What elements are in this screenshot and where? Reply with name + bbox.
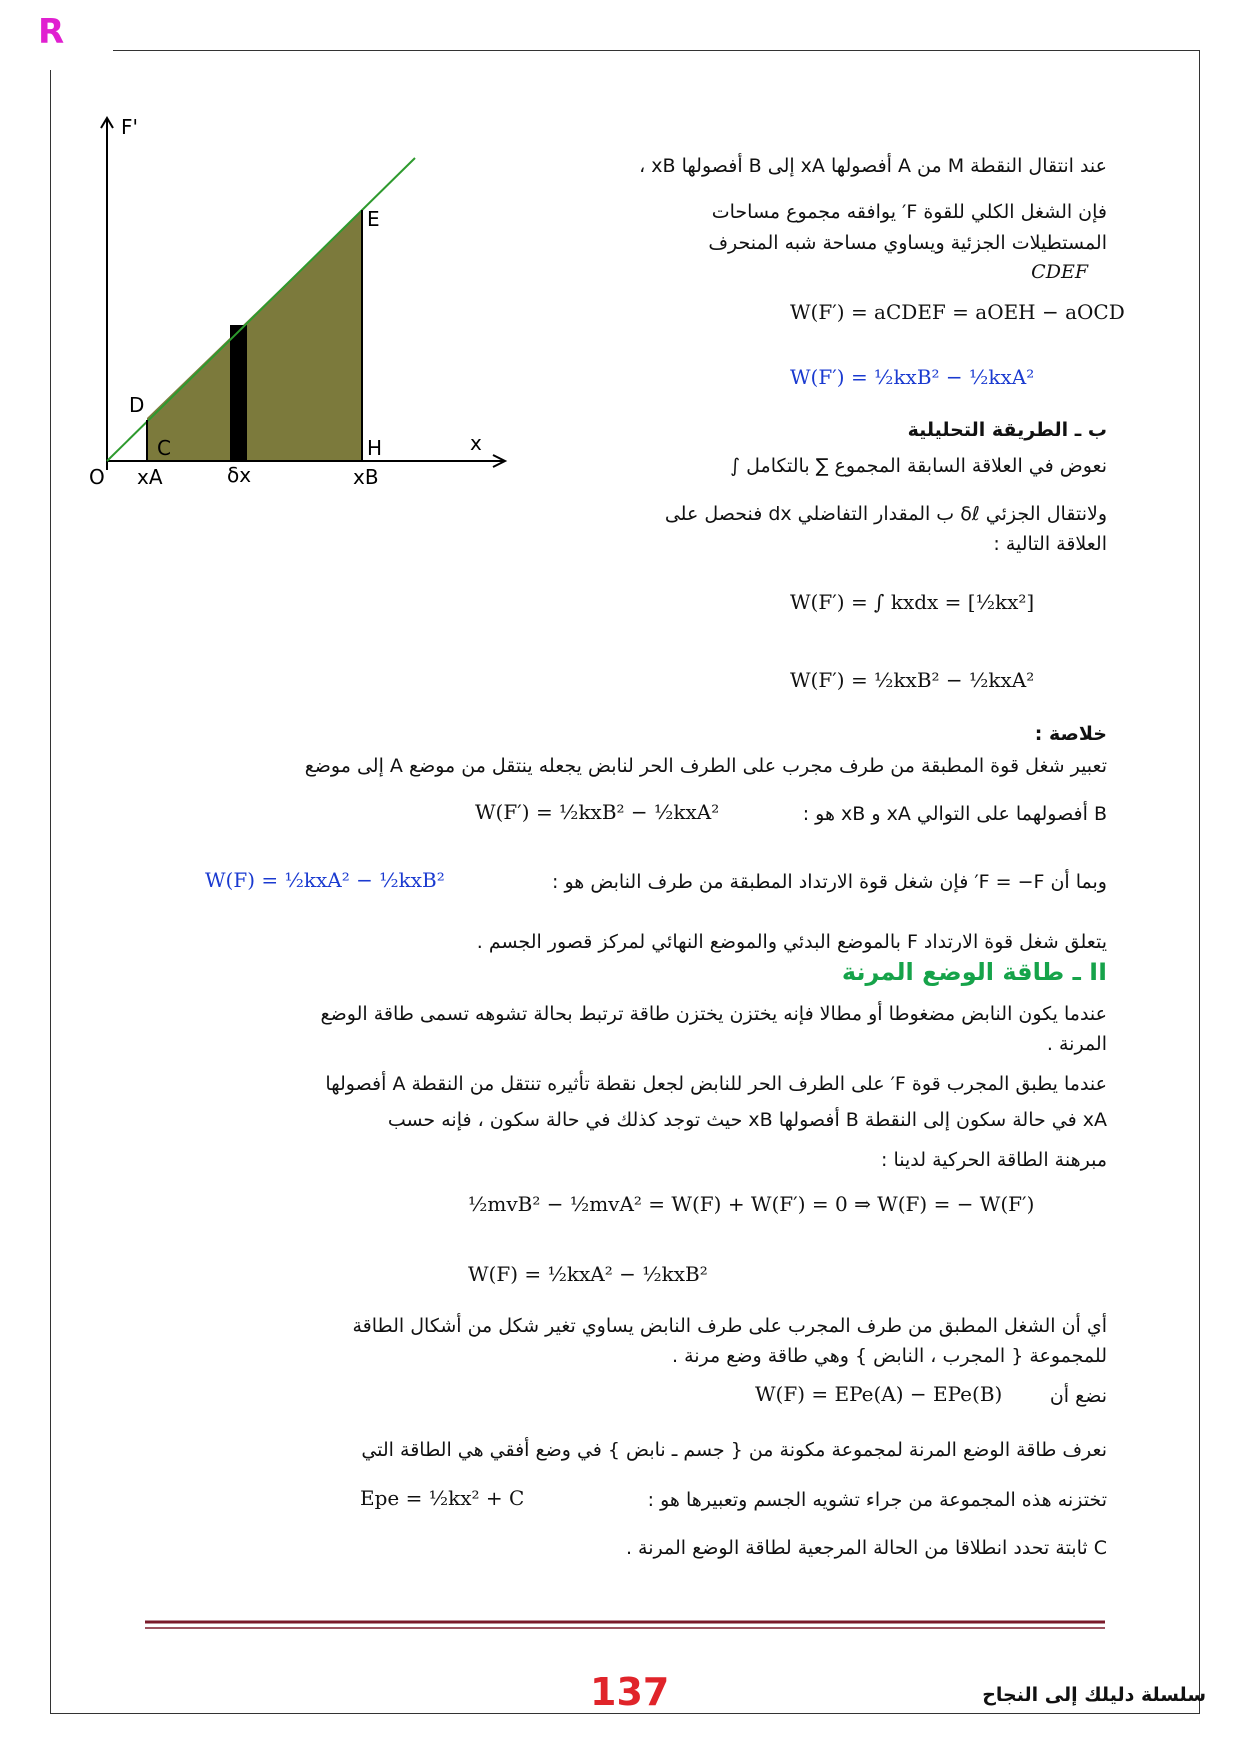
trapezoid-area	[147, 210, 362, 460]
section2-line9: نعرف طاقة الوضع المرنة لمجموعة مكونة من { جسم ـ نابض } في وضع أفقي هي الطاقة التي	[361, 1439, 1107, 1461]
analytic-line1: نعوض في العلاقة السابقة المجموع ∑ بالتكامل ∫	[730, 455, 1107, 477]
equation-7: W(F) = EPe(A) − EPe(B)	[755, 1382, 1003, 1406]
section2-line8: نضع أن	[1049, 1385, 1107, 1407]
point-d-label: D	[129, 393, 145, 417]
equation-4: W(F′) = ½kxB² − ½kxA²	[790, 668, 1035, 692]
point-e-label: E	[367, 207, 380, 231]
p1-line3: المستطيلات الجزئية ويساوي مساحة شبه المنحرف	[708, 232, 1107, 254]
page-number: 137	[590, 1670, 670, 1714]
section2-line7: للمجموعة { المجرب ، النابض } وهي طاقة وضع مرنة .	[671, 1345, 1107, 1367]
point-c-label: C	[157, 436, 171, 460]
p1-line2: فإن الشغل الكلي للقوة F′ يوافقه مجموع مساحات	[711, 201, 1107, 223]
summary-title: خلاصة :	[1034, 723, 1107, 745]
tick-dx-label: δx	[227, 463, 252, 487]
section2-line4: xA في حالة سكون إلى النقطة B أفصولها xB حيث توجد كذلك في حالة سكون ، فإنه حسب	[387, 1109, 1107, 1131]
section2-line5: مبرهنة الطاقة الحركية لدينا :	[881, 1149, 1107, 1171]
analytic-line2: ولانتقال الجزئي δℓ ب المقدار التفاضلي dx فنحصل على	[664, 503, 1107, 525]
section2-line3: عندما يطبق المجرب قوة F′ على الطرف الحر للنابض لجعل نقطة تأثيره تنتقل من النقطة A أفصولها	[325, 1073, 1107, 1095]
frame-top	[113, 50, 1200, 51]
section2-line1: عندما يكون النابض مضغوطا أو مطالا فإنه يختزن يختزن طاقة ترتبط بحالة تشوهه تسمى طاقة الوضع	[320, 1003, 1107, 1025]
section2-line2: المرنة .	[1046, 1033, 1107, 1055]
summary-line2: B أفصولهما على التوالي xA و xB هو :	[802, 803, 1107, 825]
x-axis-label: x	[470, 431, 482, 455]
analytic-title: ب ـ الطريقة التحليلية	[907, 419, 1107, 441]
y-axis-label: F'	[121, 115, 139, 139]
section2-line10: تختزنه هذه المجموعة من جراء تشويه الجسم وتعبيرها هو :	[647, 1489, 1107, 1511]
tick-xa-label: xA	[137, 465, 163, 489]
equation-6: W(F) = ½kxA² − ½kxB²	[468, 1262, 708, 1286]
equation-2: W(F′) = ½kxB² − ½kxA²	[790, 365, 1035, 389]
logo: R	[38, 12, 64, 52]
summary-line4: يتعلق شغل قوة الارتداد F بالموضع البدئي والموضع النهائي لمركز قصور الجسم .	[476, 931, 1107, 953]
equation-3: W(F′) = ∫ kxdx = [½kx²]	[790, 590, 1035, 614]
section2-line6: أي أن الشغل المطبق من طرف المجرب على طرف النابض يساوي تغير شكل من أشكال الطاقة	[352, 1315, 1107, 1337]
equation-summary: W(F′) = ½kxB² − ½kxA²	[475, 800, 720, 824]
summary-line1: تعبير شغل قوة المطبقة من طرف مجرب على الطرف الحر لنابض يجعله ينتقل من موضع A إلى موضع	[304, 755, 1107, 777]
equation-restoring: W(F) = ½kxA² − ½kxB²	[205, 868, 445, 892]
force-displacement-graph	[85, 110, 525, 500]
equation-8: Epe = ½kx² + C	[360, 1486, 525, 1510]
origin-label: O	[89, 465, 105, 489]
footer-rule	[145, 1620, 1105, 1632]
section2-title: II ـ طاقة الوضع المرنة	[841, 958, 1107, 986]
frame-right	[1199, 50, 1200, 1713]
point-h-label: H	[367, 436, 383, 460]
equation-5: ½mvB² − ½mvA² = W(F) + W(F′) = 0 ⇒ W(F) = − W(F′)	[468, 1192, 1035, 1216]
section2-line11: C ثابتة تحدد انطلاقا من الحالة المرجعية لطاقة الوضع المرنة .	[625, 1537, 1107, 1559]
frame-left	[50, 70, 51, 1713]
equation-1: W(F′) = aCDEF = aOEH − aOCD	[790, 300, 1125, 324]
elementary-strip	[230, 325, 247, 460]
analytic-line3: العلاقة التالية :	[993, 533, 1107, 555]
tick-xb-label: xB	[353, 465, 379, 489]
p1-line1: عند انتقال النقطة M من A أفصولها xA إلى B أفصولها xB ،	[639, 155, 1107, 177]
p1-line4: CDEF	[1031, 261, 1088, 283]
series-title: سلسلة دليلك إلى النجاح	[982, 1684, 1206, 1706]
summary-line3: وبما أن F = −F′ فإن شغل قوة الارتداد المطبقة من طرف النابض هو :	[552, 871, 1107, 893]
